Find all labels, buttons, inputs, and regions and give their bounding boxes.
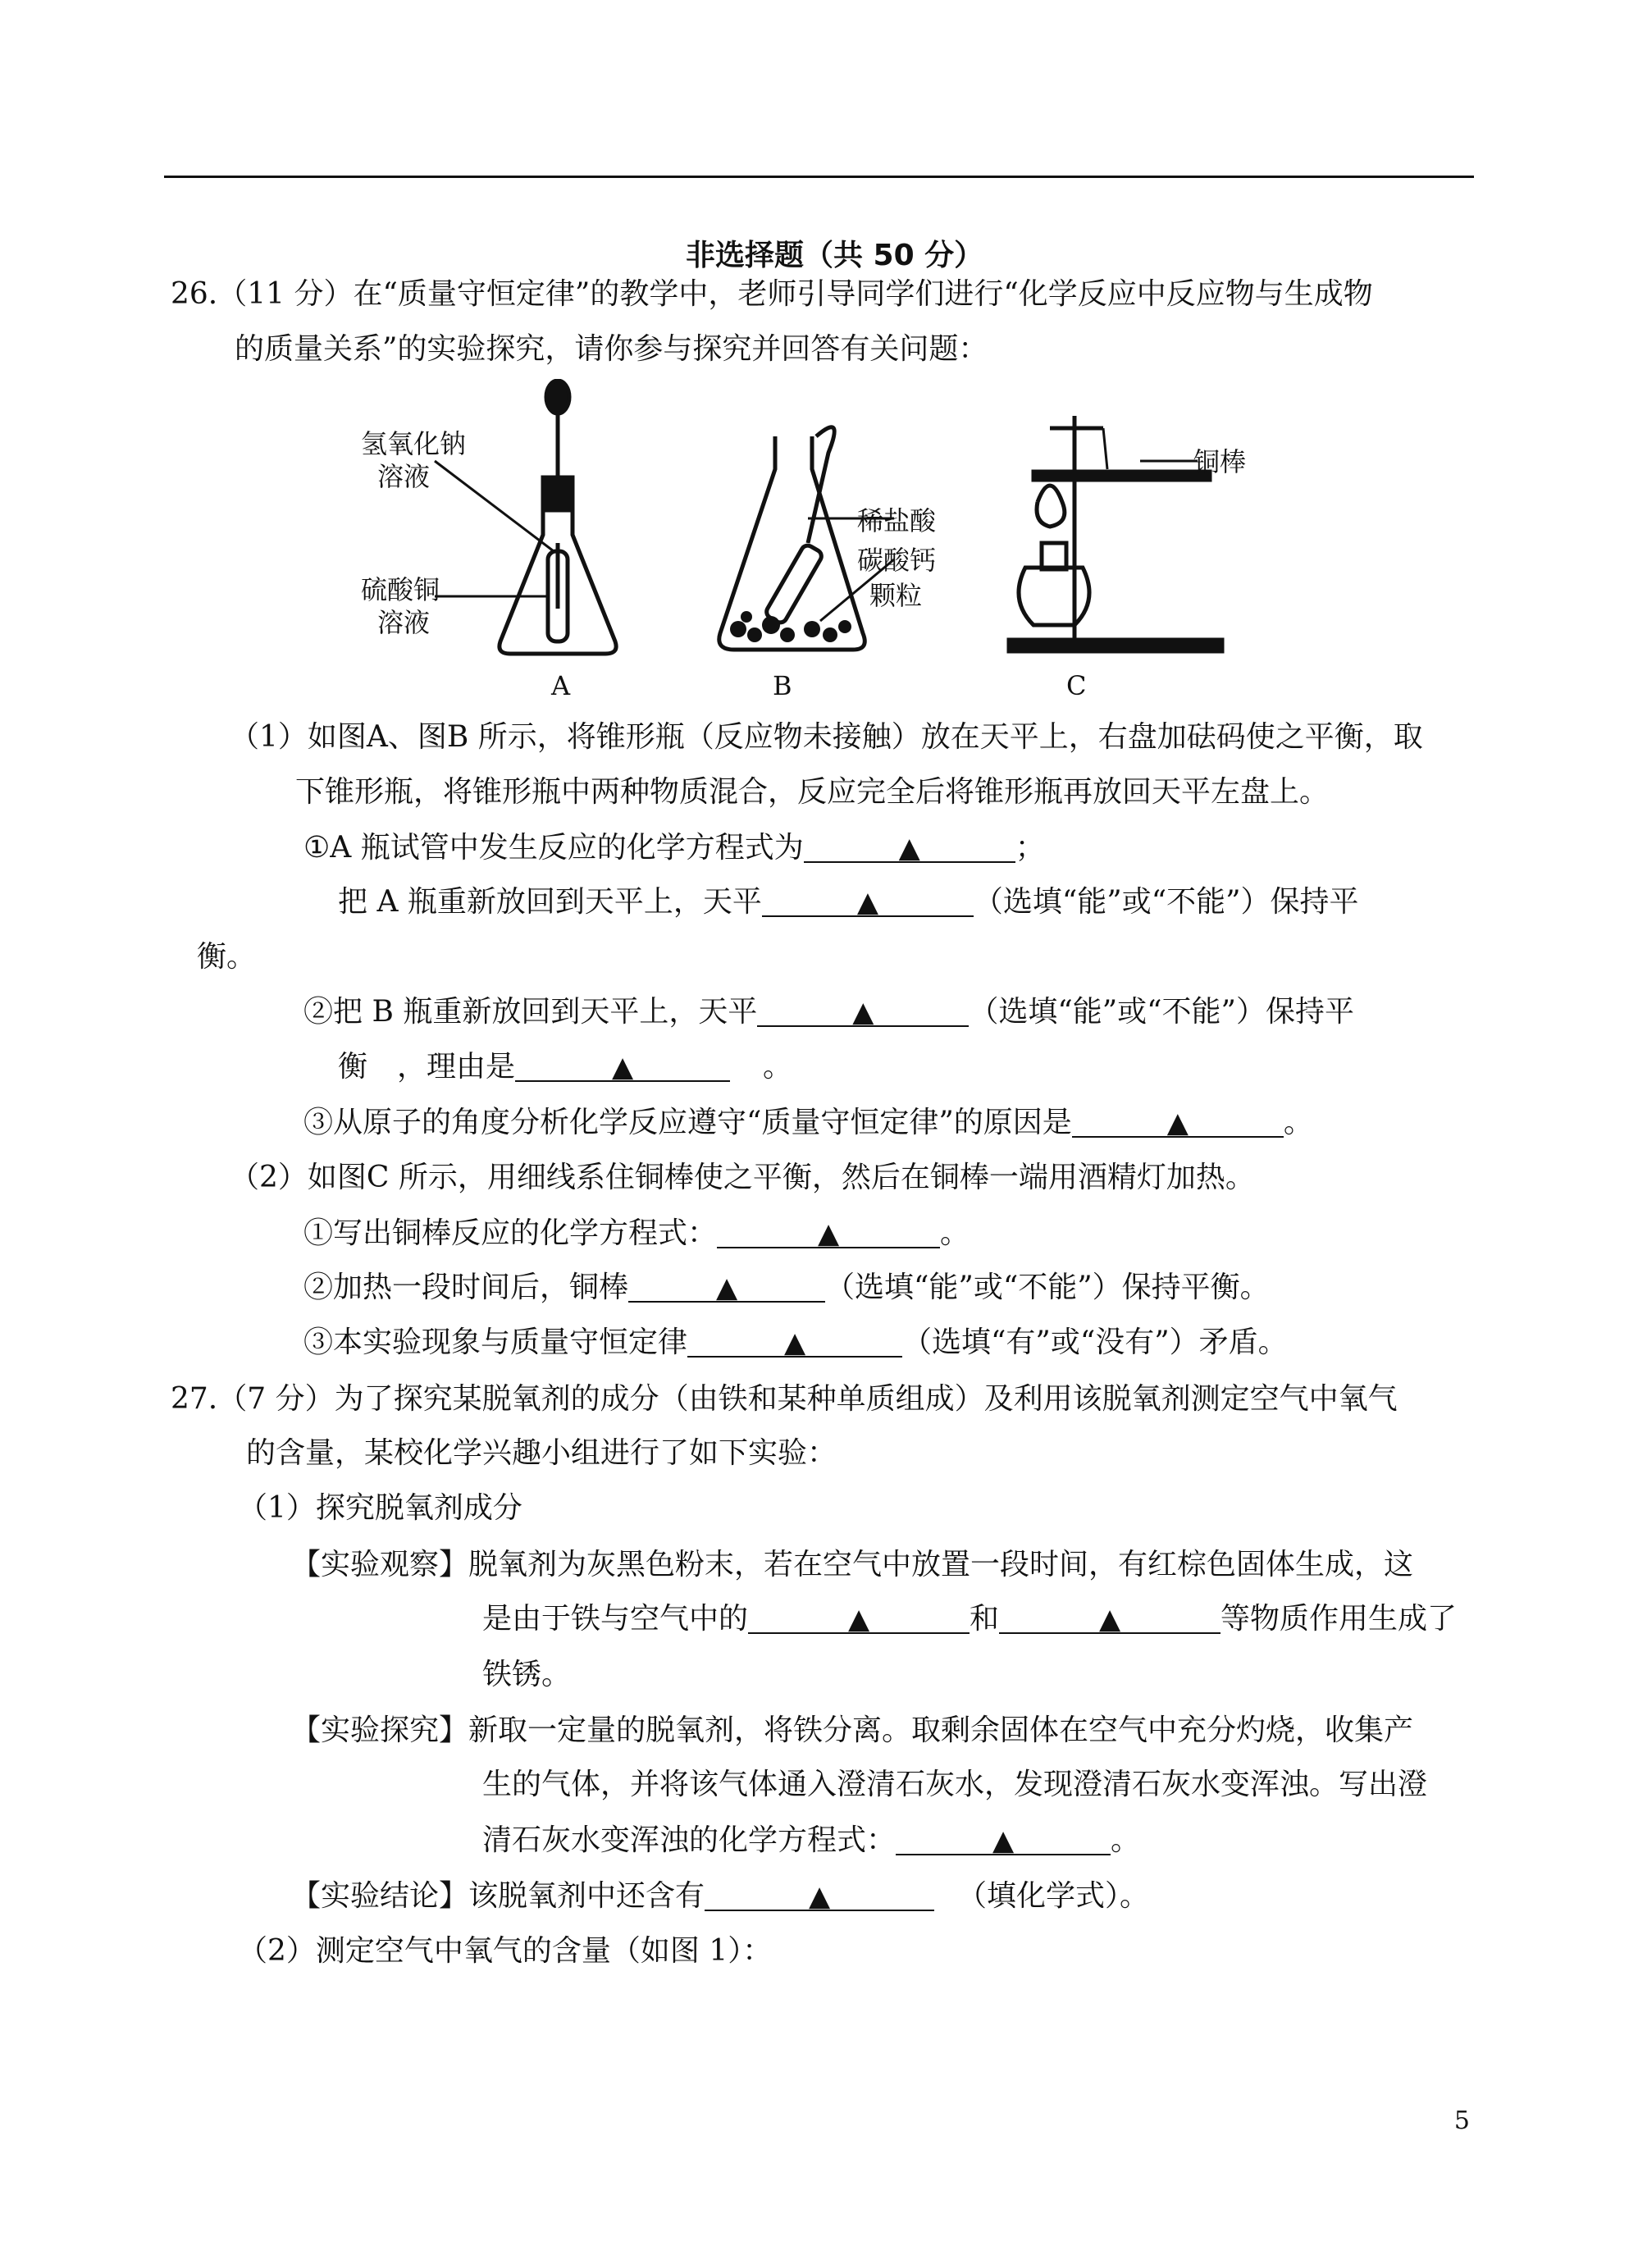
q26-p1-q2-line1: ②把 B 瓶重新放回到天平上，天平 ▲ （选填“能”或“不能”）保持平	[303, 993, 1354, 1032]
label-particles: 颗粒	[869, 580, 923, 611]
figure-label-a: A	[551, 670, 571, 701]
figure-label-c: C	[1066, 670, 1087, 701]
answer-blank[interactable]: ▲	[628, 1268, 825, 1303]
q26-p1-q3: ③从原子的角度分析化学反应遵守“质量守恒定律”的原因是 ▲ 。	[303, 1103, 1313, 1143]
answer-blank[interactable]: ▲	[896, 1821, 1111, 1855]
answer-blank[interactable]: ▲	[705, 1877, 934, 1911]
q26-p1-q2-line2: 衡 ，理由是 ▲ 。	[338, 1047, 792, 1087]
q27-intro-line2: 的含量，某校化学兴趣小组进行了如下实验：	[246, 1436, 837, 1470]
q26-p1-q1-line1: ①A 瓶试管中发生反应的化学方程式为 ▲ ；	[303, 828, 1045, 868]
flask-b	[719, 427, 894, 650]
label-cuso4: 硫酸铜	[361, 574, 440, 605]
answer-blank[interactable]: ▲	[1072, 1103, 1284, 1138]
exp-label: 【实验探究】	[291, 1714, 469, 1747]
section-title: 非选择题（共 50 分）	[686, 239, 984, 272]
figure-label-b: B	[773, 670, 792, 701]
apparatus-diagram	[328, 379, 1271, 707]
label-naoh: 氢氧化钠	[361, 428, 467, 459]
label-hcl: 稀盐酸	[857, 505, 937, 536]
answer-blank[interactable]: ▲	[687, 1323, 902, 1358]
q26-p1-q1-line3: 衡。	[197, 940, 257, 974]
answer-blank[interactable]: ▲	[748, 1599, 970, 1634]
q26-p1-line2: 下锥形瓶，将锥形瓶中两种物质混合，反应完全后将锥形瓶再放回天平左盘上。	[295, 775, 1330, 809]
label-naoh-solution: 溶液	[377, 461, 431, 492]
q26-p1-q1-line2: 把 A 瓶重新放回到天平上，天平 ▲ （选填“能”或“不能”）保持平	[338, 883, 1359, 922]
q27-intro-line1: 27.（7 分）为了探究某脱氧剂的成分（由铁和某种单质组成）及利用该脱氧剂测定空气中氧气	[171, 1382, 1398, 1416]
q27-p2-title: （2）测定空气中氧气的含量（如图 1）：	[238, 1934, 773, 1968]
answer-blank[interactable]: ▲	[999, 1599, 1221, 1634]
answer-blank[interactable]: ▲	[804, 828, 1015, 863]
answer-blank[interactable]: ▲	[717, 1214, 940, 1248]
header-rule	[164, 176, 1474, 178]
q26-p2-line1: （2）如图C 所示，用细线系住铜棒使之平衡，然后在铜棒一端用酒精灯加热。	[230, 1161, 1255, 1194]
label-copper-rod: 铜棒	[1193, 446, 1247, 477]
q26-intro-line2: 的质量关系”的实验探究，请你参与探究并回答有关问题：	[235, 332, 988, 366]
q26-intro-line1: 26.（11 分）在“质量守恒定律”的教学中，老师引导同学们进行“化学反应中反应物与生成物	[171, 277, 1373, 311]
label-cuso4-solution: 溶液	[377, 607, 431, 638]
answer-blank[interactable]: ▲	[762, 883, 974, 917]
q27-exp-line1: 【实验探究】新取一定量的脱氧剂，将铁分离。取剩余固体在空气中充分灼烧，收集产	[291, 1714, 1414, 1747]
q27-obs-line1: 【实验观察】脱氧剂为灰黑色粉末，若在空气中放置一段时间，有红棕色固体生成，这	[291, 1548, 1414, 1581]
answer-blank[interactable]: ▲	[757, 993, 969, 1027]
q27-con-line: 【实验结论】该脱氧剂中还含有 ▲ （填化学式）。	[291, 1877, 1149, 1916]
con-label: 【实验结论】	[291, 1879, 469, 1913]
q26-p2-q3: ③本实验现象与质量守恒定律 ▲ （选填“有”或“没有”）矛盾。	[303, 1323, 1288, 1362]
q27-exp-line3: 清石灰水变浑浊的化学方程式： ▲ 。	[482, 1821, 1140, 1860]
q26-p2-q2: ②加热一段时间后，铜棒 ▲ （选填“能”或“不能”）保持平衡。	[303, 1268, 1270, 1307]
q26-p2-q1: ①写出铜棒反应的化学方程式： ▲ 。	[303, 1214, 970, 1253]
answer-blank[interactable]: ▲	[515, 1047, 730, 1082]
q27-obs-line3: 铁锈。	[482, 1658, 572, 1691]
label-caco3: 碳酸钙	[857, 545, 937, 576]
q27-obs-line2: 是由于铁与空气中的 ▲ 和 ▲ 等物质作用生成了	[482, 1599, 1457, 1639]
stand-c	[1009, 416, 1222, 651]
q27-p1-title: （1）探究脱氧剂成分	[238, 1491, 522, 1525]
flask-a	[435, 381, 616, 654]
q27-exp-line2: 生的气体，并将该气体通入澄清石灰水，发现澄清石灰水变浑浊。写出澄	[482, 1768, 1428, 1801]
q26-apparatus-figure	[328, 379, 1271, 707]
q27-number: 27.	[171, 1382, 218, 1416]
page-number: 5	[1453, 2106, 1470, 2135]
q26-p1-line1: （1）如图A、图B 所示，将锥形瓶（反应物未接触）放在天平上，右盘加砝码使之平衡，取	[230, 720, 1423, 754]
obs-label: 【实验观察】	[291, 1548, 469, 1581]
q26-number: 26.	[171, 277, 218, 311]
